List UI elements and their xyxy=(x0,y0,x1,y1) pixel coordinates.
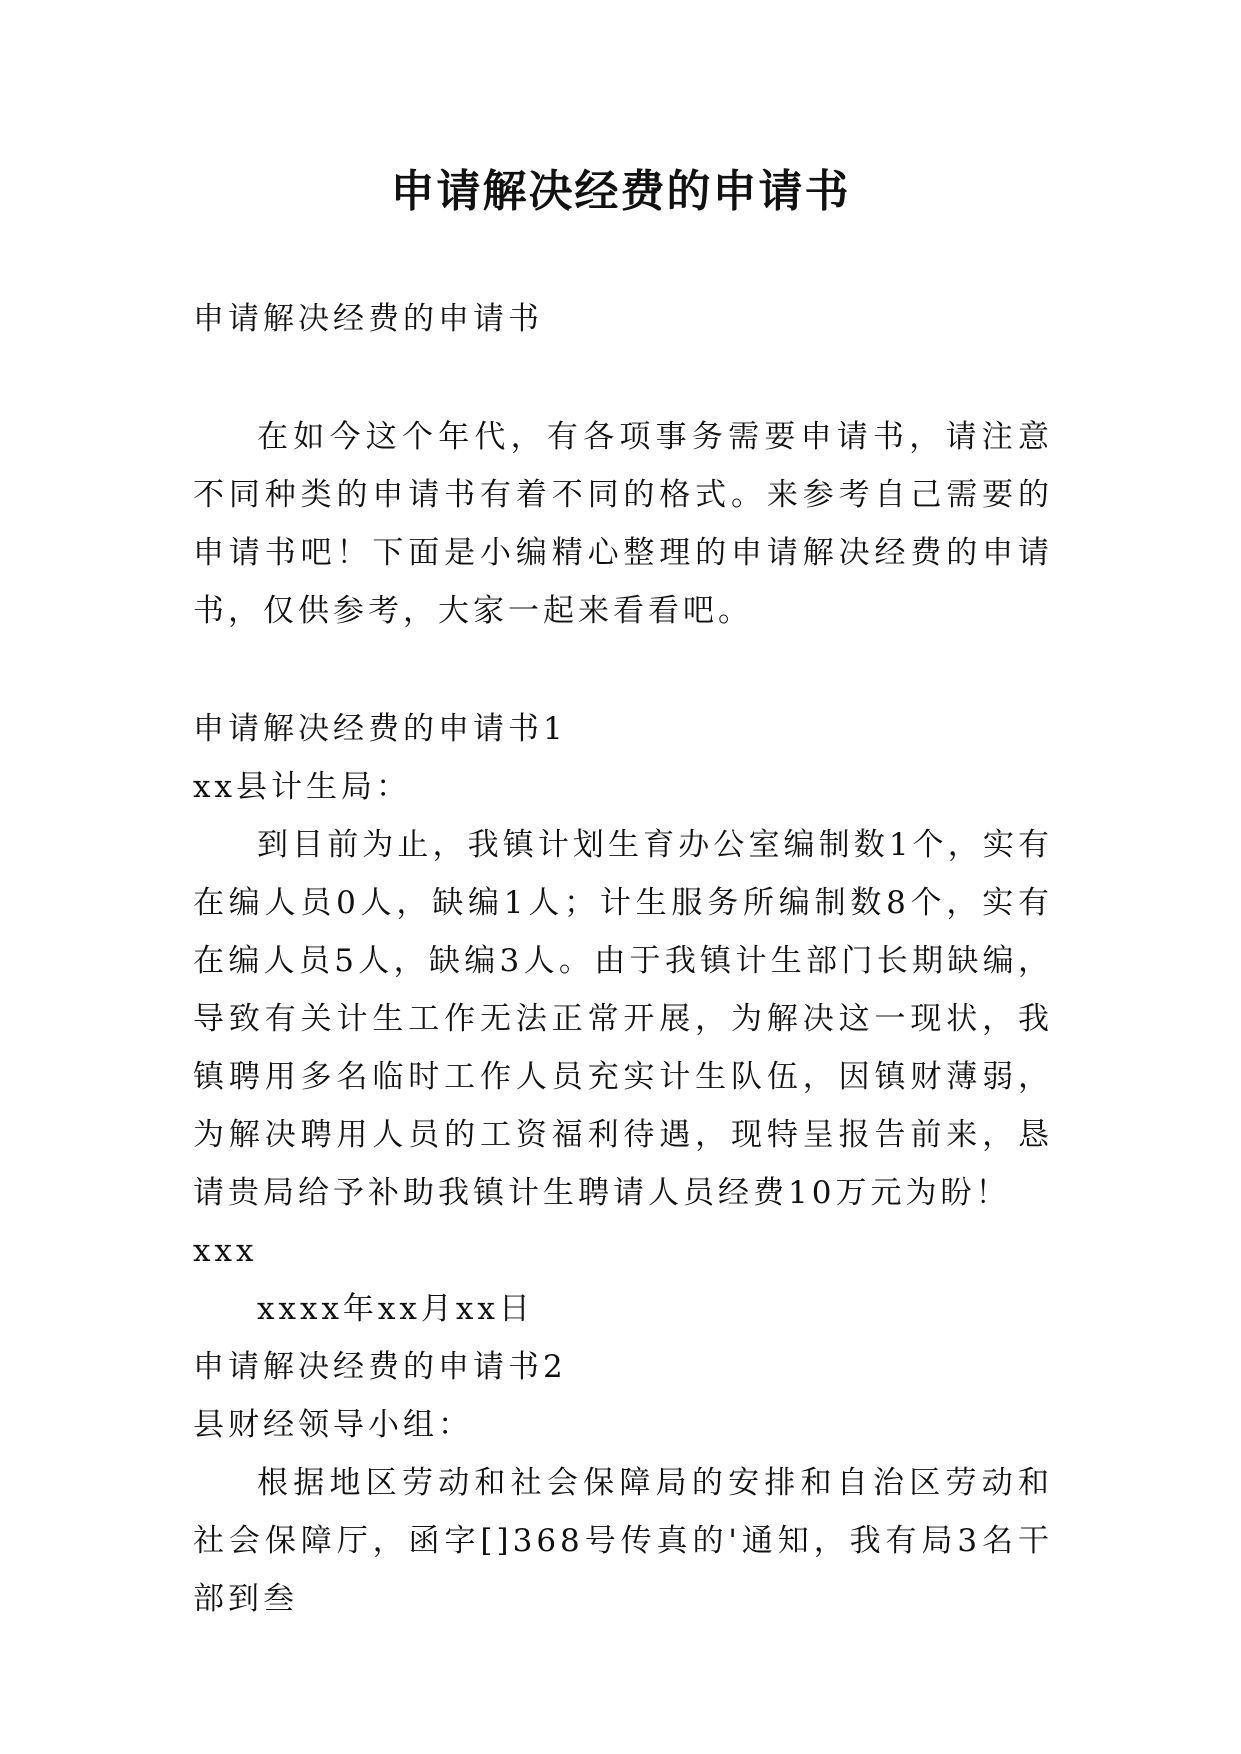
letter2-heading: 申请解决经费的申请书2 xyxy=(193,1349,567,1385)
intro-paragraph: 在如今这个年代，有各项事务需要申请书，请注意不同种类的申请书有着不同的格式。来参考自己需要的申请书吧！下面是小编精心整理的申请解决经费的申请书，仅供参考，大家一起来看看吧。 xyxy=(193,419,1053,629)
document-title: 申请解决经费的申请书 xyxy=(390,166,851,217)
letter1-body: 到目前为止，我镇计划生育办公室编制数1个，实有在编人员0人，缺编1人；计生服务所编制数8个，实有在编人员5人，缺编3人。由于我镇计生部门长期缺编，导致有关计生工作无法正常开展，为解决这一现状，我镇聘用多名临时工作人员充实计生队伍，因镇财薄弱，为解决聘用人员的工资福利待遇，现特呈报告前来，恳请贵局给予补助我镇计生聘请人员经费10万元为盼！ xyxy=(193,827,1053,1211)
document-subtitle: 申请解决经费的申请书 xyxy=(193,301,543,337)
letter1-date: xxxx年xx月xx日 xyxy=(257,1291,534,1327)
letter2-body: 根据地区劳动和社会保障局的安排和自治区劳动和社会保障厅，函字[]368号传真的'通知，我有局3名干部到叁 xyxy=(193,1465,1053,1617)
letter2-addressee: 县财经领导小组： xyxy=(193,1407,473,1443)
letter1-signature: xxx xyxy=(193,1233,258,1269)
letter1-addressee: xx县计生局： xyxy=(193,769,411,805)
document-body xyxy=(193,290,1053,1628)
letter1-heading: 申请解决经费的申请书1 xyxy=(193,711,567,747)
